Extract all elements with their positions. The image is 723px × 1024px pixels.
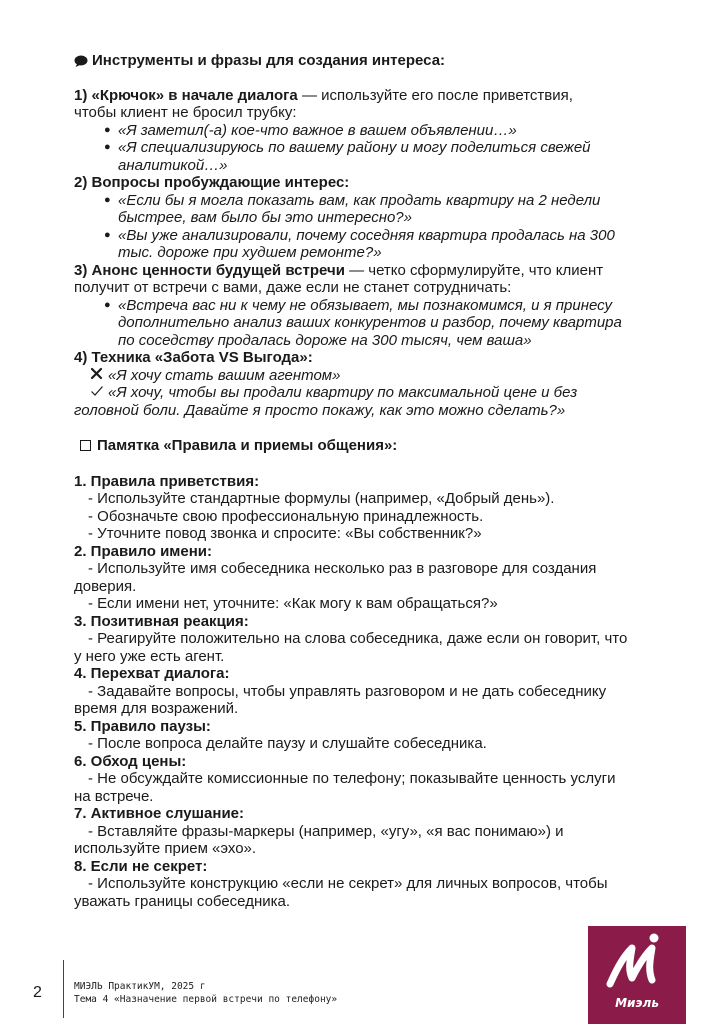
bullet-icon: ● xyxy=(104,193,111,206)
rule-item: - Задавайте вопросы, чтобы управлять разговором и не дать собеседнику xyxy=(88,682,607,700)
good-example: «Я хочу, чтобы вы продали квартиру по максимальной цене и без xyxy=(74,384,686,402)
rule-item: - Не обсуждайте комиссионные по телефону; показывайте ценность услуги xyxy=(88,770,616,787)
rule-item: - Реагируйте положительно на слова собеседника, даже если он говорит, что xyxy=(88,630,628,647)
rule-item: - Вставляйте фразы-маркеры (например, «угу», «я вас понимаю») и xyxy=(88,822,564,840)
rule-item-cont: на встрече. xyxy=(74,787,154,805)
rule-item: - Используйте стандартные формулы (например, «Добрый день»). xyxy=(88,490,555,507)
rule-title: 6. Обход цены: xyxy=(74,752,187,770)
rule-item-cont: используйте прием «эхо». xyxy=(74,840,257,857)
tool-3-desc-cont: получит от встречи с вами, даже если не станет сотрудничать: xyxy=(74,279,512,296)
rule-title: 8. Если не секрет: xyxy=(74,857,208,875)
rule-item-cont: доверия. xyxy=(74,577,137,595)
tool-2-title: 2) Вопросы пробуждающие интерес: xyxy=(74,174,350,191)
logo-mark-icon xyxy=(588,926,686,996)
bullet-icon: ● xyxy=(104,141,111,153)
section-heading xyxy=(74,52,686,70)
rule-item: - Обозначьте свою профессиональную принадлежность. xyxy=(88,507,484,525)
page-number: 2 xyxy=(33,984,42,1001)
list-item: ● «Встреча вас ни к чему не обязывает, мы познакомимся, и я принесу дополнительно анализ ваших конкурентов и разбор, почему квартира по соседству продалась дороже на 300 тысяч, чем ваша» xyxy=(104,296,622,349)
bad-example: «Я хочу стать вашим агентом» xyxy=(74,367,686,385)
list-item: ● «Я заметил(-а) кое-что важное в вашем объявлении…» xyxy=(104,121,517,139)
brand-logo xyxy=(588,926,686,1024)
rule-item: - Используйте конструкцию «если не секрет» для личных вопросов, чтобы xyxy=(88,875,608,892)
rule-title: 4. Перехват диалога: xyxy=(74,665,230,682)
tool-2 xyxy=(74,174,686,262)
rule-title: 2. Правило имени: xyxy=(74,542,213,560)
rule-item: - После вопроса делайте паузу и слушайте собеседника. xyxy=(88,735,487,752)
rule-title: 1. Правила приветствия: xyxy=(74,472,260,490)
good-example-cont: головной боли. Давайте я просто покажу, как это можно сделать?» xyxy=(74,401,566,419)
footer-text xyxy=(74,980,337,1006)
rule-title: 7. Активное слушание: xyxy=(74,805,245,822)
tool-3 xyxy=(74,262,686,350)
list-item: ● «Вы уже анализировали, почему соседняя квартира продалась на 300 тыс. дороже при худшем ремонте?» xyxy=(104,226,615,261)
rule-item-cont: у него уже есть агент. xyxy=(74,647,225,665)
tool-3-title: 3) Анонс ценности будущей встречи xyxy=(74,261,345,279)
rule-item: - Используйте имя собеседника несколько раз в разговоре для создания xyxy=(88,560,597,577)
list-item: ● «Если бы я могла показать вам, как продать квартиру на 2 недели быстрее, вам было бы это интересно?» xyxy=(104,191,601,226)
rules-list xyxy=(74,473,686,911)
rule-title: 3. Позитивная реакция: xyxy=(74,612,249,630)
check-icon xyxy=(90,384,104,402)
rule-item-cont: время для возражений. xyxy=(74,700,239,717)
rule-item: - Уточните повод звонка и спросите: «Вы собственник?» xyxy=(88,525,482,542)
tool-1 xyxy=(74,87,686,175)
footer-line-1: МИЭЛЬ ПрактикУМ, 2025 г xyxy=(74,981,206,992)
heading-text: Инструменты и фразы для создания интереса: xyxy=(92,52,446,69)
tool-3-desc: — четко сформулируйте, что клиент xyxy=(344,261,604,279)
tool-1-desc-cont: чтобы клиент не бросил трубку: xyxy=(74,104,297,121)
cross-icon xyxy=(90,367,104,385)
tool-4 xyxy=(74,349,686,419)
tool-4-title: 4) Техника «Забота VS Выгода»: xyxy=(74,349,313,366)
logo-text: Миэль xyxy=(615,996,659,1010)
rule-item: - Если имени нет, уточните: «Как могу к вам обращаться?» xyxy=(88,595,498,612)
memo-heading: Памятка «Правила и приемы общения»: xyxy=(74,437,686,455)
bullet-icon: ● xyxy=(104,123,111,136)
bullet-icon: ● xyxy=(104,228,111,241)
page-content xyxy=(74,52,686,910)
rule-title: 5. Правило паузы: xyxy=(74,717,211,735)
rule-item-cont: уважать границы собеседника. xyxy=(74,892,291,910)
footer-line-2: Тема 4 «Назначение первой встречи по телефону» xyxy=(74,994,338,1005)
speech-bubble-icon xyxy=(74,55,88,67)
footer-divider xyxy=(63,960,64,1018)
tool-1-title: 1) «Крючок» в начале диалога xyxy=(74,86,298,104)
bullet-icon: ● xyxy=(104,298,111,311)
checkbox-icon xyxy=(80,440,91,451)
list-item: ● «Я специализируюсь по вашему району и могу поделиться свежей аналитикой…» xyxy=(104,139,591,174)
tool-1-desc: — используйте его после приветствия, xyxy=(297,86,573,104)
